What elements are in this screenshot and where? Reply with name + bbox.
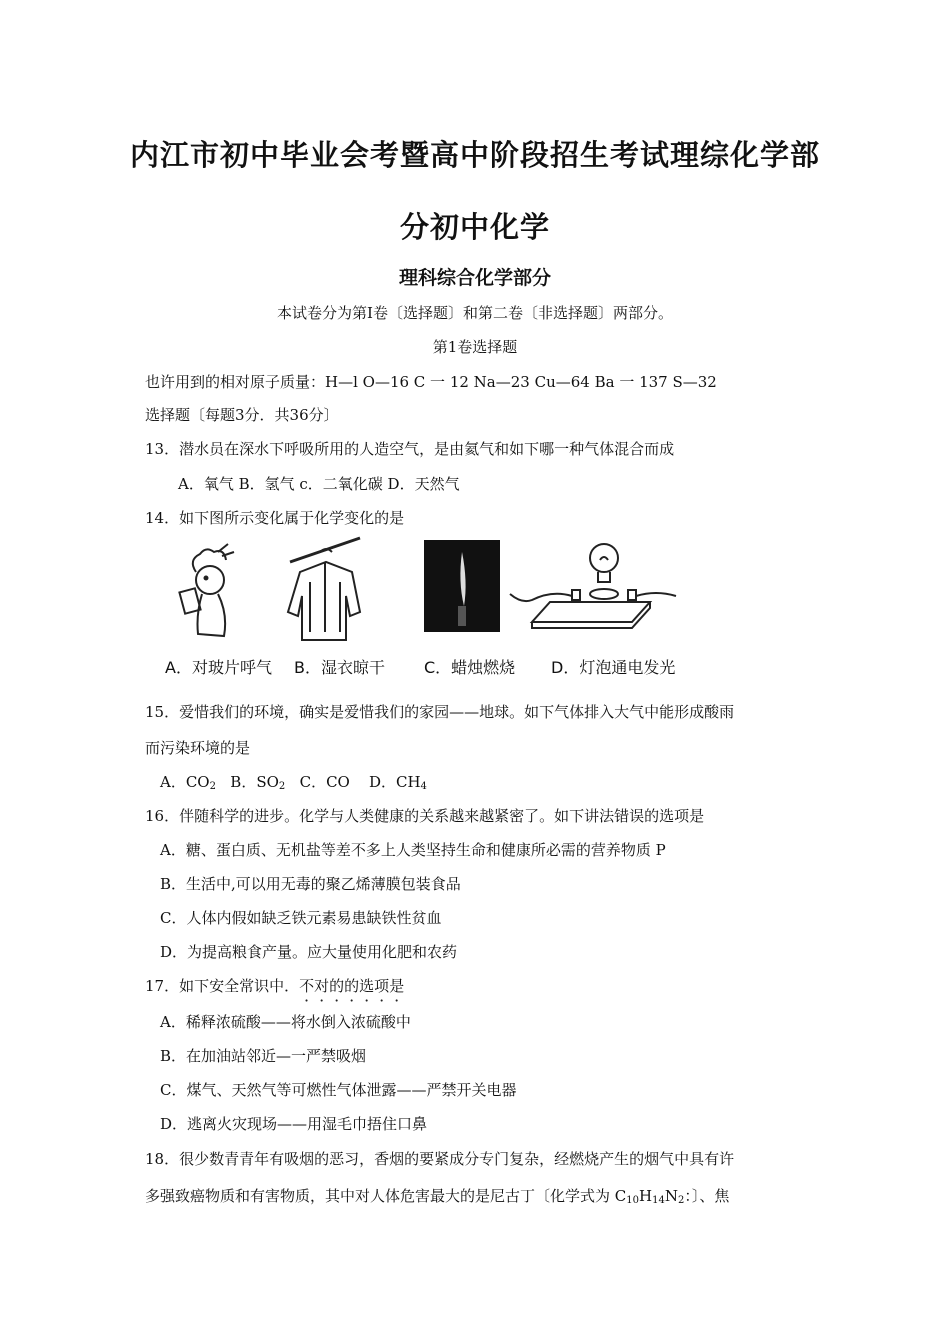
q14-label-c: C．蜡烛燃烧 (424, 658, 516, 677)
atomic-masses: 也许用到的相对原子质量：H—l O—16 C 一 12 Na—23 Cu—64 Ba 一 137 S—32 (145, 373, 717, 391)
q17-option-d: D．逃离火灾现场——用湿毛巾捂住口鼻 (160, 1115, 428, 1133)
section-heading: 第1卷选择题 (432, 338, 518, 356)
q17-option-a: A．稀释浓硫酸——将水倒入浓硫酸中 (160, 1013, 411, 1031)
q16-option-a: A．糖、蛋白质、无机盐等差不多上人类坚持生命和健康所必需的营养物质 P (160, 841, 666, 859)
intro-text: 本试卷分为第I卷〔选择题〕和第二卷〔非选择题〕两部分。 (277, 304, 673, 322)
q18-stem-line2: 多强致癌物质和有害物质，其中对人体危害最大的是尼古丁〔化学式为 $C_{10}H_{14}N_2$：〕、焦 (145, 1187, 730, 1206)
q17-emphasis-char: 的 (329, 977, 345, 995)
q16-option-b: B．生活中,可以用无毒的聚乙烯薄膜包装食品 (160, 875, 461, 893)
light-bulb-circuit-image (510, 544, 676, 628)
q16-stem: 16．伴随科学的进步。化学与人类健康的关系越来越紧密了。如下讲法错误的选项是 (145, 807, 705, 825)
q17-stem: 17．如下安全常识中．不对的的选项是 (145, 977, 405, 995)
q14-stem: 14．如下图所示变化属于化学变化的是 (145, 509, 405, 527)
breathing-person-image (179, 544, 234, 636)
page-title-line2: 分初中化学 (399, 210, 550, 244)
choice-header: 选择题〔每题3分．共36分〕 (145, 406, 339, 424)
q16-option-d: D．为提高粮食产量。应大量使用化肥和农药 (160, 943, 458, 961)
q17-option-c: C．煤气、天然气等可燃性气体泄露——严禁开关电器 (160, 1081, 517, 1099)
q15-options (160, 771, 427, 792)
page-title-line1: 内江市初中毕业会考暨高中阶段招生考试理综化学部 (129, 138, 820, 172)
q14-label-a: A．对玻片呼气 (165, 658, 272, 677)
candle-burning-image (424, 540, 500, 632)
q15-option-b: B．$SO_2$ (230, 773, 286, 792)
q17-emphasis-char: 是 (389, 977, 405, 995)
q15-option-a: A．$CO_2$ (160, 773, 216, 792)
q17-emphasis-char: 项 (374, 977, 390, 995)
q13-stem: 13．潜水员在深水下呼吸所用的人造空气，是由氦气和如下哪一种气体混合而成 (145, 440, 675, 458)
q15-option-c: C．CO (299, 773, 350, 791)
q15-stem-line2: 而污染环境的是 (145, 739, 251, 757)
section-subtitle: 理科综合化学部分 (398, 267, 551, 289)
q15-stem-line1: 15．爱惜我们的环境，确实是爱惜我们的家园——地球。如下气体排入大气中能形成酸雨 (145, 703, 735, 721)
q17-emphasis-char: 不 (299, 977, 315, 995)
wet-clothes-image (288, 538, 360, 640)
q17-option-b: B．在加油站邻近—一严禁吸烟 (160, 1047, 367, 1065)
q15-option-d: D．$CH_4$ (368, 773, 427, 792)
q14-label-d: D．灯泡通电发光 (551, 658, 676, 677)
q14-label-b: B．湿衣晾干 (294, 658, 385, 677)
q17-emphasis-char: 的 (344, 977, 360, 995)
q16-option-c: C．人体内假如缺乏铁元素易患缺铁性贫血 (160, 909, 442, 927)
q18-stem-line1: 18．很少数青青年有吸烟的恶习，香烟的要紧成分专门复杂，经燃烧产生的烟气中具有许 (145, 1150, 735, 1168)
q17-emphasis-char: 对 (314, 977, 330, 995)
q17-emphasis-char: 选 (359, 977, 375, 995)
q13-options: A．氧气 B．氢气 c．二氧化碳 D．天然气 (178, 475, 460, 493)
